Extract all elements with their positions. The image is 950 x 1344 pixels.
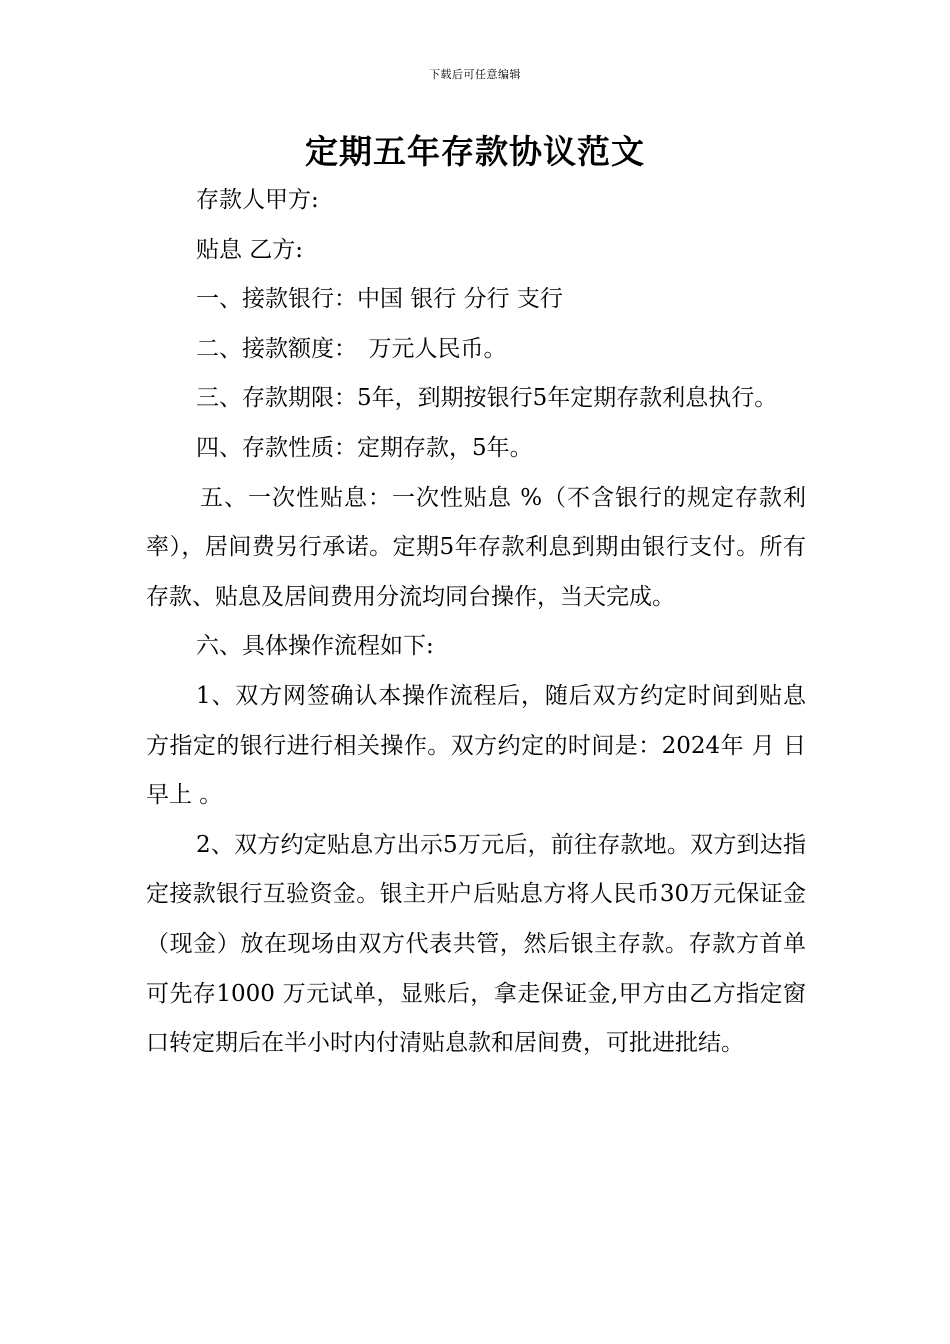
paragraph-step-1: 1、双方网签确认本操作流程后，随后双方约定时间到贴息方指定的银行进行相关操作。双方约定的时间是：2024年 月 日早上 。 — [146, 682, 806, 809]
header-note: 下载后可任意编辑 — [429, 68, 521, 81]
document-title: 定期五年存款协议范文 — [305, 132, 645, 171]
paragraph-amount: 二、接款额度： 万元人民币。 — [196, 335, 507, 362]
paragraph-party-b: 贴息 乙方: — [196, 236, 304, 263]
paragraph-receiving-bank: 一、接款银行：中国 银行 分行 支行 — [196, 286, 563, 313]
paragraph-step-2: 2、双方约定贴息方出示5万元后，前往存款地。双方到达指定接款银行互验资金。银主开户后贴息方将人民币30万元保证金（现金）放在现场由双方代表共管，然后银主存款。存款方首单可先存1000 万元试单，显账后，拿走保证金,甲方由乙方指定窗口转定期后在半小时内付清贴息款和居间费，可批进批结。 — [146, 831, 806, 1057]
paragraph-party-a: 存款人甲方: — [196, 187, 319, 213]
paragraph-nature: 四、存款性质：定期存款，5年。 — [196, 434, 533, 461]
paragraph-discount: 五、一次性贴息：一次性贴息 %（不含银行的规定存款利率），居间费另行承诺。定期5年存款利息到期由银行支付。所有存款、贴息及居间费用分流均同台操作，当天完成。 — [146, 484, 806, 610]
paragraph-procedure-heading: 六、具体操作流程如下: — [196, 633, 434, 660]
document-body — [146, 176, 806, 1069]
paragraph-term: 三、存款期限：5年，到期按银行5年定期存款利息执行。 — [196, 385, 778, 412]
